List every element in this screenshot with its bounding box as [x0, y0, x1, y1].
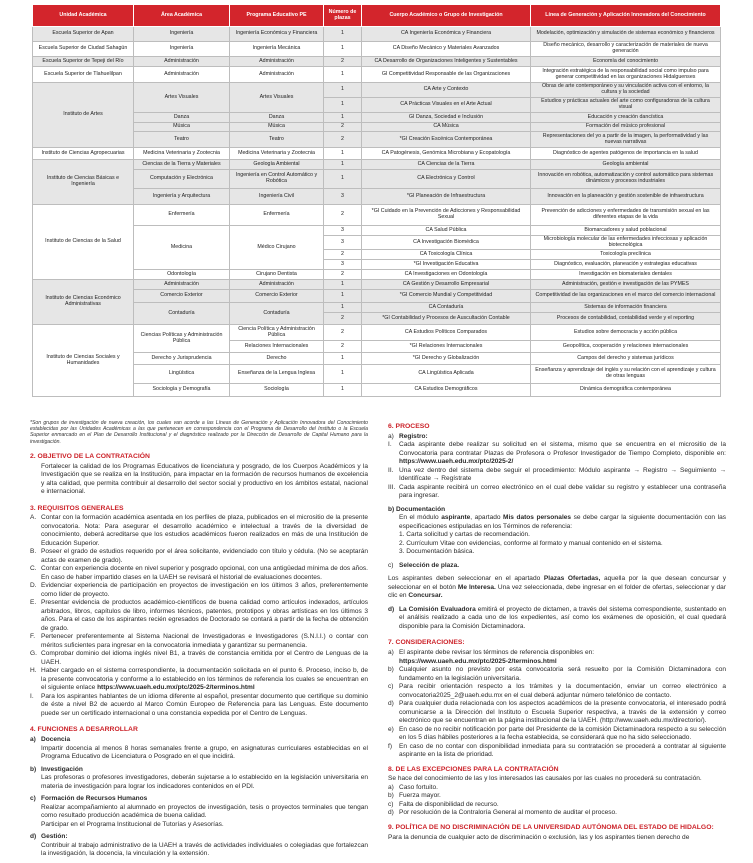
plazas-table: [32, 4, 721, 397]
cell-linea: Investigación en biomateriales dentales: [531, 270, 721, 280]
cell-programa: Ingeniería en Control Automático y Robótica: [230, 170, 324, 189]
function-title: Formación de Recursos Humanos: [41, 795, 148, 803]
cell-area: Contaduría: [134, 303, 230, 325]
cell-linea: Estudios y prácticas actuales del arte como configuradoras de la cultura visual: [531, 98, 721, 113]
cell-programa: Medicina Veterinaria y Zootecnia: [230, 148, 324, 160]
cell-linea: Economía del conocimiento: [531, 57, 721, 67]
cell-cuerpo: CA Investigaciones en Odontología: [362, 270, 531, 280]
header-plazas: Número de plazas: [324, 5, 362, 27]
cell-cuerpo: CA Prácticas Visuales en el Arte Actual: [362, 98, 531, 113]
cell-area: Comercio Exterior: [134, 290, 230, 303]
header-cuerpo: Cuerpo Académico o Grupo de Investigación: [362, 5, 531, 27]
cell-plazas: 1: [324, 353, 362, 365]
cell-linea: Innovación en la planeación y gestión sostenible de infraestructura: [531, 189, 721, 205]
cell-cuerpo: *GI Investigación Educativa: [362, 260, 531, 270]
cell-plazas: 2: [324, 123, 362, 132]
cell-linea: Dinámica demográfica contemporánea: [531, 384, 721, 397]
cell-programa: Administración: [230, 57, 324, 67]
cell-area: Ciencias Políticas y Administración Pública: [134, 325, 230, 353]
cell-plazas: 1: [324, 170, 362, 189]
cell-area: Administración: [134, 280, 230, 290]
cell-unidad: Instituto de Ciencias Agropecuarias: [33, 148, 134, 160]
right-text-column: [388, 420, 726, 842]
cell-plazas: 1: [324, 67, 362, 83]
cell-cuerpo: *GI Cuidado en la Prevención de Adicciones y Responsabilidad Sexual: [362, 205, 531, 226]
registro-list: [388, 441, 726, 501]
header-unidad: Unidad Académica: [33, 5, 134, 27]
registro-title: Registro:: [399, 432, 428, 440]
cell-unidad: Escuela Superior de Ciudad Sahagún: [33, 42, 134, 57]
function-item: c) Formación de Recursos Humanos Realizar acompañamiento al alumnado en proyectos de investigación, tesis o proyectos terminales que tengan como resultado producción académica de buena calidad. Participar en el Programa Institucional de Tutorías y Asesorías.: [30, 795, 368, 828]
requirement-item: H. Haber cargado en el sistema correspondiente, la documentación solicitada en el punto 6. Proceso, inciso b, de la presente convocatoria y conforme a lo establecido en los términos de referencia los cuales se encuentran en el siguiente enlace https://www.uaeh.edu.mx/ptc/2025-2/terminos.html: [30, 667, 368, 692]
header-linea: Línea de Generación y Aplicación Innovadora del Conocimiento: [531, 5, 721, 27]
cell-linea: Educación y creación dancística: [531, 113, 721, 123]
cell-linea: Diagnóstico, evaluación, planeación y estrategias educativas: [531, 260, 721, 270]
cell-programa: Danza: [230, 113, 324, 123]
document-item: 2. Currículum Vitae con evidencias, conforme al formato y manual contenido en el sistema.: [399, 539, 663, 547]
cell-cuerpo: *GI Derecho y Globalización: [362, 353, 531, 365]
section-8-title: 8. DE LAS EXCEPCIONES PARA LA CONTRATACIÓN: [388, 765, 559, 773]
section-7-title: 7. CONSIDERACIONES:: [388, 639, 465, 647]
cell-cuerpo: *GI Planeación de Infraestructura: [362, 189, 531, 205]
cell-linea: Procesos de contabilidad, contabilidad verde y el reporting: [531, 313, 721, 325]
excepcion-item: d) Por resolución de la Contraloría General al momento de auditar el proceso.: [388, 809, 617, 817]
cell-linea: Toxicología preclínica: [531, 250, 721, 260]
function-text: Realizar acompañamiento al alumnado en proyectos de investigación, tesis o proyectos terminales que tengan como resultado producción académica de buena calidad.: [41, 803, 368, 820]
cell-linea: Biomarcadores y salud poblacional: [531, 226, 721, 236]
cell-plazas: 1: [324, 303, 362, 313]
cell-area: Enfermería: [134, 205, 230, 226]
cell-area: Medicina Veterinaria y Zootecnia: [134, 148, 230, 160]
cell-plazas: 1: [324, 280, 362, 290]
cell-cuerpo: CA Lingüística Aplicada: [362, 365, 531, 384]
table-row: [33, 123, 721, 132]
cell-linea: Geopolítica, cooperación y relaciones internacionales: [531, 341, 721, 353]
cell-plazas: 3: [324, 260, 362, 270]
documentacion-title: b) Documentación: [388, 505, 446, 513]
cell-area: Computación y Electrónica: [134, 170, 230, 189]
cell-cuerpo: CA Estudios Políticos Comparados: [362, 325, 531, 341]
cell-unidad: Instituto de Ciencias Sociales y Humanidades: [33, 325, 134, 397]
cell-linea: Innovación en robótica, automatización y control automático para sistemas dinámicos y procesos industriales: [531, 170, 721, 189]
consideracion-item: b) Cualquier asunto no previsto por esta convocatoria será resuelto por la Comisión Dictaminadora con fundamento en la legislación universitaria.: [388, 666, 726, 682]
cell-cuerpo: CA Ingeniería Económica y Financiera: [362, 27, 531, 42]
functions-list: [30, 736, 368, 859]
documentacion-list: [388, 531, 726, 557]
cell-area: Teatro: [134, 132, 230, 148]
cell-linea: Prevención de adicciones y enfermedades de transmisión sexual en las diferentes etapas de la vida: [531, 205, 721, 226]
table-row: [33, 365, 721, 384]
document-item: 3. Documentación básica.: [399, 548, 475, 556]
link[interactable]: https://www.uaeh.edu.mx/ptc/2025-2/terminos.html: [97, 684, 255, 692]
requirement-item: G. Comprobar dominio del idioma inglés nivel B1, a través de constancia emitida por el Centro de Lenguas de la UAEH.: [30, 650, 368, 666]
cell-programa: Derecho: [230, 353, 324, 365]
cell-area: Medicina: [134, 226, 230, 270]
cell-plazas: 2: [324, 270, 362, 280]
table-row: [33, 325, 721, 341]
requirement-item: C. Contar con experiencia docente en nivel superior y posgrado opcional, con una antigüedad mínima de dos años. En caso de haber impartido clases en la UAEH se revisará el historial de evaluaciones docentes.: [30, 565, 368, 581]
table-row: [33, 42, 721, 57]
cell-plazas: 3: [324, 226, 362, 236]
cell-plazas: 2: [324, 341, 362, 353]
footnote: *Son grupos de investigación de nueva creación, los cuales van acorde a las Líneas de Generación y Aplicación Innovadora del Conocimiento establecidas por las Unidades Académicas a las que pertenecen en correspondencia con el Programa de Desarrollo del Instituto o la Escuela Superior enmarcado en el Plan de Desarrollo Institucional y el diagnóstico realizado por la Dirección de Desarrollo de Capital Humano para la investigación.: [30, 420, 368, 445]
cell-area: Ciencias de la Tierra y Materiales: [134, 160, 230, 170]
cell-linea: Competitividad de las organizaciones en el marco del comercio internacional: [531, 290, 721, 303]
link[interactable]: https://www.uaeh.edu.mx/ptc/2025-2/terminos.html: [399, 657, 557, 665]
cell-programa: Ciencia Política y Administración Pública: [230, 325, 324, 341]
cell-area: Administración: [134, 67, 230, 83]
link[interactable]: https://www.uaeh.edu.mx/ptc/2025-2/: [399, 458, 514, 466]
cell-programa: Enfermería: [230, 205, 324, 226]
cell-linea: Estudios sobre democracia y acción pública: [531, 325, 721, 341]
cell-programa: Música: [230, 123, 324, 132]
cell-area: Odontología: [134, 270, 230, 280]
cell-programa: Enseñanza de la Lengua Inglesa: [230, 365, 324, 384]
cell-plazas: 3: [324, 189, 362, 205]
cell-programa: Ingeniería Mecánica: [230, 42, 324, 57]
seleccion-title: Selección de plaza.: [399, 561, 460, 569]
cell-programa: Geología Ambiental: [230, 160, 324, 170]
cell-linea: Obras de arte contemporáneo y su vinculación activa con el entorno, la cultura y la sociedad: [531, 83, 721, 98]
table-row: [33, 113, 721, 123]
function-text: Contribuir al trabajo administrativo de la UAEH a través de actividades individuales o colegiadas que fortalezcan la investigación, la docencia, la vinculación y la extensión.: [41, 841, 368, 858]
cell-cuerpo: CA Desarrollo de Organizaciones Inteligentes y Sustentables: [362, 57, 531, 67]
registro-step: II. Una vez dentro del sistema debe seguir el procedimiento: Módulo aspirante → Registro → Seguimiento → Identifícate → Regístrate: [388, 466, 726, 483]
cell-programa: Artes Visuales: [230, 83, 324, 113]
header-programa: Programa Educativo PE: [230, 5, 324, 27]
cell-plazas: 1: [324, 113, 362, 123]
cell-plazas: 1: [324, 27, 362, 42]
cell-programa: Ingeniería Civil: [230, 189, 324, 205]
excepcion-item: a) Caso fortuito.: [388, 783, 438, 791]
cell-cuerpo: CA Investigación Biomédica: [362, 236, 531, 250]
registro-item: a) Registro:: [388, 432, 428, 440]
cell-unidad: Instituto de Ciencias de la Salud: [33, 205, 134, 280]
cell-linea: Integración estratégica de la responsabilidad social como impulso para generar competitividad en las organizaciones Hidalguenses: [531, 67, 721, 83]
header-area: Área Académica: [134, 5, 230, 27]
registro-step: III. Cada aspirante recibirá un correo electrónico en el cual debe validar su registro y establecer una contraseña para ingresar.: [388, 483, 726, 500]
requirement-item: I. Para los aspirantes hablantes de un idioma diferente al español, presentar documento que certifique su dominio de éste a nivel B2 de acuerdo al Marco Común Europeo de Referencia para las Lenguas. Este documento puede ser un certificado internacional o una constancia expedida por el Centro de Lenguas.: [30, 692, 368, 717]
cell-programa: Sociología: [230, 384, 324, 397]
cell-cuerpo: CA Gestión y Desarrollo Empresarial: [362, 280, 531, 290]
cell-area: Danza: [134, 113, 230, 123]
left-text-column: [30, 420, 368, 863]
cell-programa: Cirujano Dentista: [230, 270, 324, 280]
seleccion-text: Los aspirantes deben seleccionar en el apartado Plazas Ofertadas, aquella por la que desean concursar y seleccionar en el botón Me Interesa. Una vez seleccionada, debe ingresar en el folder de ofertas, seleccionar y dar clic en Concursar.: [388, 575, 726, 600]
cell-programa: Comercio Exterior: [230, 290, 324, 303]
consideraciones-list: [388, 649, 726, 760]
table-row: [33, 189, 721, 205]
cell-area: Derecho y Jurisprudencia: [134, 353, 230, 365]
function-title: Investigación: [41, 765, 83, 773]
cell-plazas: 1: [324, 384, 362, 397]
cell-area: Ingeniería y Arquitectura: [134, 189, 230, 205]
cell-linea: Enseñanza y aprendizaje del inglés y su relación con el aprendizaje y cultura de otras lenguas: [531, 365, 721, 384]
section-9-title: 9. POLÍTICA DE NO DISCRIMINACIÓN DE LA UNIVERSIDAD AUTÓNOMA DEL ESTADO DE HIDALGO:: [388, 823, 714, 831]
cell-programa: Administración: [230, 280, 324, 290]
excepciones-list: [388, 784, 726, 818]
cell-programa: Ingeniería Económica y Financiera: [230, 27, 324, 42]
requirements-list: [30, 514, 368, 718]
cell-unidad: Escuela Superior de Tlahuelilpan: [33, 67, 134, 83]
cell-linea: Microbiología molecular de las enfermedades infecciosas y aplicación biotecnológica: [531, 236, 721, 250]
cell-unidad: Escuela Superior de Apan: [33, 27, 134, 42]
function-text: Las profesoras o profesores investigadores, deberán sujetarse a lo establecido en la legislación universitaria en materia de investigación para lograr los indicadores contenidos en el PDI.: [41, 774, 368, 790]
cell-cuerpo: *GI Comercio Mundial y Competitividad: [362, 290, 531, 303]
seleccion-item: c) Selección de plaza.: [388, 561, 460, 569]
function-title: Docencia: [41, 736, 71, 744]
excepcion-item: b) Fuerza mayor.: [388, 792, 441, 800]
requirement-item: A. Contar con la formación académica asentada en los perfiles de plaza, publicados en el micrositio de la presente convocatoria. Nota: Para asegurar el desarrollo académico e intelectual a través de la diversidad de conocimiento, deberá acreditarse que los estudios académicos fueron realizados en más de una Institución de Educación Superior.: [30, 514, 368, 547]
requirement-item: E. Presentar evidencia de productos académico-científicos de buena calidad como artículos indexados, artículos arbitrados, libros, capítulos de libro, informes técnicos, patentes, prototipos y obras artísticas en los últimos 3 años. Para el caso de los aspirantes recién egresados de Doctorado se contará a partir de la fecha de obtención de grado.: [30, 599, 368, 632]
cell-programa: Médico Cirujano: [230, 226, 324, 270]
cell-cuerpo: CA Contaduría: [362, 303, 531, 313]
cell-cuerpo: CA Patogénesis, Genómica Microbiana y Ecopatología: [362, 148, 531, 160]
section-2-text: Fortalecer la calidad de los Programas Educativos de licenciatura y posgrado, de los Cuerpos Académicos y la Investigación que se realiza en la Institución, para impactar en la formación de recursos humanos de excelencia y alta calidad, que permita contribuir al desarrollo del sector social y productivo en los ámbitos estatal, nacional e internacional.: [41, 462, 368, 496]
requirement-item: B. Poseer el grado de estudios requerido por el área solicitante, evidenciado con título y cédula. (No se aceptarán actas de examen de grado).: [30, 548, 368, 564]
cell-linea: Geología ambiental: [531, 160, 721, 170]
table-row: [33, 226, 721, 236]
section-6-title: 6. PROCESO: [388, 423, 430, 430]
section-2-title: 2. OBJETIVO DE LA CONTRATACIÓN: [30, 452, 150, 460]
table-row: [33, 132, 721, 148]
table-row: [33, 384, 721, 397]
table-row: [33, 27, 721, 42]
function-text: Impartir docencia al menos 8 horas semanales frente a grupo, en asignaturas curriculares establecidas en el Programa Educativo de Licenciatura o Posgrado en el que incidirá.: [41, 744, 368, 761]
section-4-title: 4. FUNCIONES A DESARROLLAR: [30, 726, 138, 734]
cell-linea: Diseño mecánico, desarrollo y caracterización de materiales de nueva generación: [531, 42, 721, 57]
cell-plazas: 1: [324, 365, 362, 384]
table-row: [33, 353, 721, 365]
documentacion-text: En el módulo aspirante, apartado Mis datos personales se debe cargar la siguiente documentación con las especificaciones estipuladas en los Términos de referencia:: [399, 514, 726, 530]
table-row: [33, 67, 721, 83]
cell-cuerpo: CA Música: [362, 123, 531, 132]
cell-cuerpo: CA Salud Pública: [362, 226, 531, 236]
table-row: [33, 303, 721, 313]
consideracion-item: e) En caso de no recibir notificación por parte del Presidente de la comisión Dictaminadora respecto a su selección en los 5 días hábiles posteriores a la fecha establecida, se considerará que no ha sido seleccionado.: [388, 725, 726, 742]
cell-linea: Representaciones del yo a partir de la imagen, la performatividad y las nuevas narrativas: [531, 132, 721, 148]
function-item: a) Docencia Impartir docencia al menos 8 horas semanales frente a grupo, en asignaturas curriculares establecidas en el Programa Educativo de Licenciatura o Posgrado en el que incidirá.: [30, 736, 368, 761]
cell-cuerpo: CA Toxicología Clínica: [362, 250, 531, 260]
cell-area: Ingeniería: [134, 42, 230, 57]
excepcion-item: c) Falta de disponibilidad de recurso.: [388, 800, 499, 808]
cell-unidad: Escuela Superior de Tepeji del Río: [33, 57, 134, 67]
cell-linea: Modelación, optimización y simulación de sistemas económico y financieros: [531, 27, 721, 42]
function-item: d) Gestión: Contribuir al trabajo administrativo de la UAEH a través de actividades individuales o colegiadas que fortalezcan la investigación, la docencia, la vinculación y la extensión.: [30, 833, 368, 858]
cell-plazas: 1: [324, 98, 362, 113]
cell-area: Ingeniería: [134, 27, 230, 42]
cell-cuerpo: CA Electrónica y Control: [362, 170, 531, 189]
cell-cuerpo: GI Danza, Sociedad e Inclusión: [362, 113, 531, 123]
table-row: [33, 83, 721, 98]
table-row: [33, 205, 721, 226]
document-item: 1. Carta solicitud y cartas de recomendación.: [399, 531, 531, 539]
cell-cuerpo: CA Estudios Demográficos: [362, 384, 531, 397]
table-row: [33, 170, 721, 189]
cell-plazas: 1: [324, 290, 362, 303]
table-row: [33, 280, 721, 290]
consideracion-item: a) El aspirante debe revisar los términos de referencia disponibles en: https://www.uaeh.edu.mx/ptc/2025-2/terminos.html: [388, 649, 726, 666]
cell-linea: Formación del músico profesional: [531, 123, 721, 132]
cell-linea: Sistemas de información financiera: [531, 303, 721, 313]
cell-unidad: Instituto de Artes: [33, 83, 134, 148]
table-row: [33, 270, 721, 280]
cell-cuerpo: CA Ciencias de la Tierra: [362, 160, 531, 170]
function-text-2: Participar en el Programa Institucional de Tutorías y Asesorías.: [41, 820, 224, 828]
cell-programa: Teatro: [230, 132, 324, 148]
function-title: Gestión:: [41, 833, 68, 841]
section-8-intro: Se hace del conocimiento de las y los interesados las causales por las cuales no procederá su contratación.: [388, 775, 702, 783]
cell-cuerpo: *GI Relaciones Internacionales: [362, 341, 531, 353]
cell-programa: Contaduría: [230, 303, 324, 325]
cell-cuerpo: CA Diseño Mecánico y Materiales Avanzados: [362, 42, 531, 57]
table-row: [33, 290, 721, 303]
cell-area: Administración: [134, 57, 230, 67]
table-header-row: [33, 5, 721, 27]
cell-plazas: 1: [324, 42, 362, 57]
cell-plazas: 2: [324, 205, 362, 226]
comision-item: d) La Comisión Evaluadora emitirá el proyecto de dictamen, a través del sistema correspondiente, sustentado en el análisis realizado a cada uno de los expedientes, así como los exámenes de oposición, el cual quedará disponible para la Comisión Dictaminadora.: [388, 605, 726, 630]
section-9-text: Para la denuncia de cualquier acto de discriminación o exclusión, las y los aspirantes tienen derecho de: [388, 833, 690, 841]
cell-linea: Diagnóstico de agentes patógenos de importancia en la salud: [531, 148, 721, 160]
cell-plazas: 1: [324, 160, 362, 170]
cell-cuerpo: CA Arte y Contexto: [362, 83, 531, 98]
cell-unidad: Instituto de Ciencias Económico Administrativas: [33, 280, 134, 325]
cell-plazas: 1: [324, 83, 362, 98]
cell-plazas: 2: [324, 57, 362, 67]
cell-area: Sociología y Demografía: [134, 384, 230, 397]
cell-cuerpo: GI Competitividad Responsable de las Organizaciones: [362, 67, 531, 83]
cell-linea: Administración, gestión e investigación de las PYMES: [531, 280, 721, 290]
cell-plazas: 2: [324, 250, 362, 260]
registro-step: I. Cada aspirante debe realizar su solicitud en el sistema, mismo que se encuentra en el micrositio de la Convocatoria para contratar Plazas de Profesora o Profesor Investigador de Tiempo Completo, disponible en: https://www.uaeh.edu.mx/ptc/2025-2/: [388, 441, 726, 466]
cell-area: Lingüística: [134, 365, 230, 384]
cell-programa: Relaciones Internacionales: [230, 341, 324, 353]
cell-plazas: 2: [324, 325, 362, 341]
cell-cuerpo: *GI Creación Escénica Contemporánea: [362, 132, 531, 148]
cell-plazas: 2: [324, 313, 362, 325]
table-row: [33, 57, 721, 67]
cell-area: Música: [134, 123, 230, 132]
cell-plazas: 3: [324, 236, 362, 250]
cell-plazas: 1: [324, 148, 362, 160]
cell-plazas: 2: [324, 132, 362, 148]
requirement-item: F. Pertenecer preferentemente al Sistema Nacional de Investigadoras e Investigadores (S.N.I.I.) o contar con méritos suficientes para ingresar en la convocatoria inmediata y garantizar su permanencia.: [30, 633, 368, 649]
consideracion-item: d) Para cualquier duda relacionada con los aspectos académicos de la presente convocatoria, el interesado podrá comunicarse a la Dirección del Instituto o Escuela Superior respectiva, a través de la extensión y correo electrónico que se encuentran en la página institucional de la UAEH. (http://www.uaeh.edu.mx/directorio/).: [388, 700, 726, 725]
table-row: [33, 148, 721, 160]
section-3-title: 3. REQUISITOS GENERALES: [30, 504, 124, 512]
consideracion-item: c) Para recibir orientación respecto a los trámites y la documentación, enviar un correo electrónico a convocatoria2025_2@uaeh.edu.mx en el cual deberá adjuntar número telefónico de contacto.: [388, 683, 726, 699]
consideracion-item: f) En caso de no contar con disponibilidad inmediata para su contratación se procederá a contratar al siguiente aspirante en la lista de prioridad.: [388, 742, 726, 759]
cell-programa: Administración: [230, 67, 324, 83]
requirement-item: D. Evidenciar experiencia de participación en proyectos de investigación en los últimos 3 años, preferentemente como líder de proyecto.: [30, 582, 368, 598]
table-row: [33, 160, 721, 170]
cell-unidad: Instituto de Ciencias Básicas e Ingeniería: [33, 160, 134, 205]
cell-linea: Campos del derecho y sistemas jurídicos: [531, 353, 721, 365]
cell-area: Artes Visuales: [134, 83, 230, 113]
cell-cuerpo: *GI Contabilidad y Procesos de Auscultación Contable: [362, 313, 531, 325]
function-item: b) Investigación Las profesoras o profesores investigadores, deberán sujetarse a lo establecido en la legislación universitaria en materia de investigación para lograr los indicadores contenidos en el PDI.: [30, 765, 368, 790]
